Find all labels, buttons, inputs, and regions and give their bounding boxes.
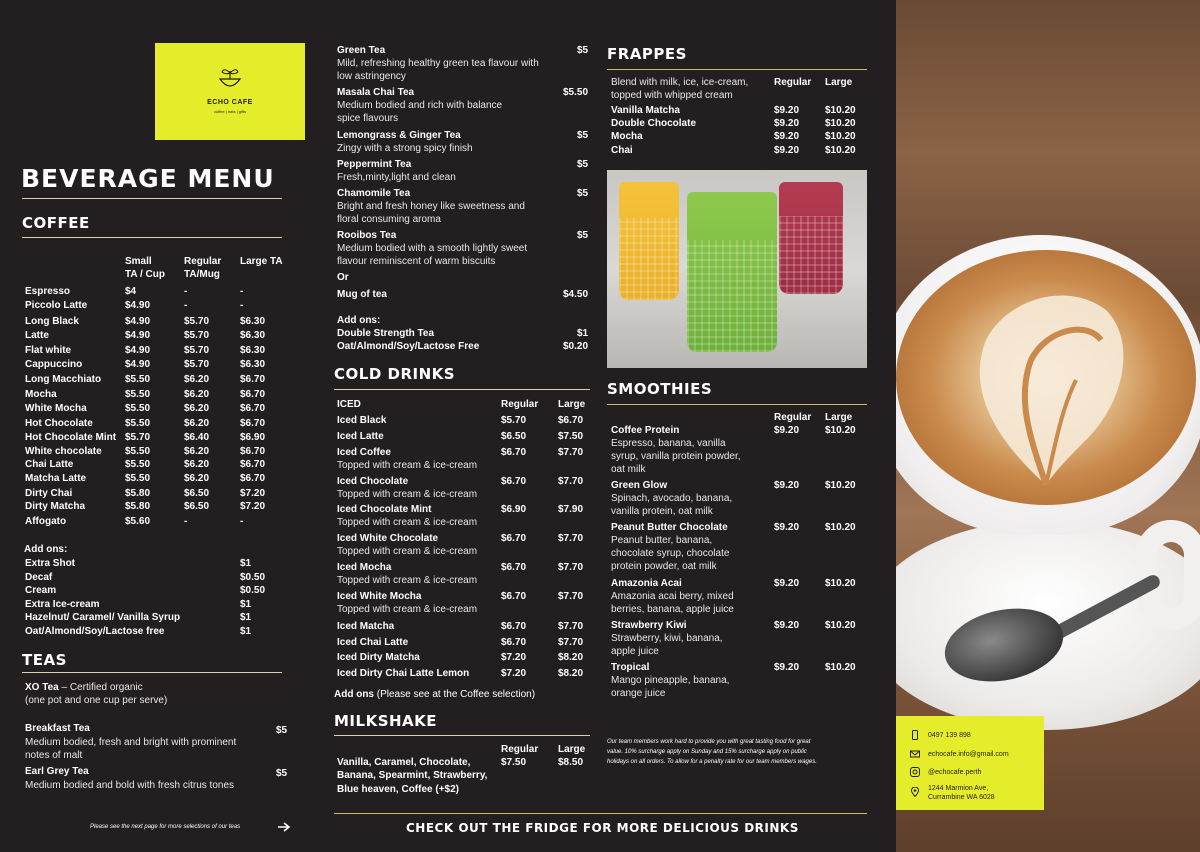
- coffee-item-large-price: $6.70: [240, 389, 266, 400]
- cold-drink-desc: Topped with cream & ice-cream: [337, 489, 478, 500]
- coffee-header-large: Large TA: [240, 256, 283, 267]
- coffee-addon-name: Cream: [25, 585, 57, 596]
- cold-drink-regular-price: $7.20: [501, 668, 527, 679]
- coffee-item-small-price: $5.50: [125, 459, 151, 470]
- coffee-item-name: Matcha Latte: [25, 473, 87, 484]
- coffee-item-large-price: $7.20: [240, 488, 266, 499]
- xo-tea-name: XO Tea: [25, 682, 59, 693]
- contact-box: [896, 716, 1044, 810]
- coffee-item-large-price: $6.70: [240, 418, 266, 429]
- coffee-header-regular-sub: TA/Mug: [184, 269, 220, 280]
- tea-addon-milk: Oat/Almond/Soy/Lactose Free: [337, 341, 480, 352]
- coffee-item-name: Latte: [25, 330, 49, 341]
- cold-drink-name: Iced Matcha: [337, 621, 395, 632]
- milkshake-flavours-1: Vanilla, Caramel, Chocolate,: [337, 757, 471, 768]
- coffee-item-name: Flat white: [25, 345, 72, 356]
- coffee-item-name: Chai Latte: [25, 459, 74, 470]
- cold-drink-regular-price: $5.70: [501, 415, 527, 426]
- coffee-item-regular-price: $6.20: [184, 473, 210, 484]
- surcharge-note-1: Our team members work hard to provide you with great tasting food for great: [607, 739, 811, 745]
- cold-drink-regular-price: $6.70: [501, 621, 527, 632]
- tea-item-desc: Medium bodied with a smooth lightly sweet: [337, 243, 528, 254]
- title-divider: [22, 198, 282, 199]
- coffee-item-small-price: $4.90: [125, 345, 151, 356]
- milkshake-divider: [334, 735, 590, 736]
- smoothie-desc: Espresso, banana, vanilla: [611, 438, 726, 449]
- coffee-header-small: Small: [125, 256, 152, 267]
- frappes-desc-1: Blend with milk, ice, ice-cream,: [611, 77, 749, 88]
- smoothie-large-price: $10.20: [825, 522, 856, 533]
- cold-drink-large-price: $7.70: [558, 447, 584, 458]
- smoothie-regular-price: $9.20: [774, 662, 800, 673]
- xo-tea: [25, 682, 143, 694]
- smoothie-large-price: $10.20: [825, 662, 856, 673]
- tea-addon-double-price: $1: [577, 328, 589, 339]
- cold-drink-name: Iced Dirty Matcha: [337, 652, 420, 663]
- coffee-item-name: Cappuccino: [25, 359, 83, 370]
- smoothie-desc: Spinach, avocado, banana,: [611, 493, 733, 504]
- milkshake-heading: MILKSHAKE: [334, 712, 438, 730]
- surcharge-note-2: value. 10% surcharge apply on Sunday and 15% surcharge apply on public: [607, 749, 807, 755]
- xo-tea-desc: – Certified organic: [58, 682, 143, 693]
- tea-item-desc: Mild, refreshing healthy green tea flavour with: [337, 58, 539, 69]
- cold-drink-large-price: $7.70: [558, 621, 584, 632]
- coffee-item-name: Hot Chocolate Mint: [25, 432, 117, 443]
- cold-drink-name: Iced Dirty Chai Latte Lemon: [337, 668, 470, 679]
- smoothie-large-price: $10.20: [825, 578, 856, 589]
- coffee-item-regular-price: -: [184, 516, 188, 527]
- cold-drink-regular-price: $6.50: [501, 431, 527, 442]
- coffee-item-small-price: $5.80: [125, 501, 151, 512]
- tea-item-price: $5: [577, 188, 589, 199]
- smoothies-heading: SMOOTHIES: [607, 380, 713, 398]
- breakfast-tea-price: $5: [276, 725, 288, 736]
- phone-icon: [910, 730, 920, 740]
- coffee-item-regular-price: $6.40: [184, 432, 210, 443]
- coffee-item-small-price: $5.50: [125, 403, 151, 414]
- smoothie-regular-price: $9.20: [774, 578, 800, 589]
- coffee-item-name: Affogato: [25, 516, 67, 527]
- cold-drink-large-price: $7.90: [558, 504, 584, 515]
- logo-tagline: coffee | eats | gifts: [213, 109, 247, 114]
- tea-item-desc: Zingy with a strong spicy finish: [337, 143, 473, 154]
- contact-address-1: 1244 Marmion Ave,: [928, 785, 989, 792]
- coffee-item-large-price: $6.30: [240, 316, 266, 327]
- coffee-item-regular-price: $6.20: [184, 374, 210, 385]
- tea-item-desc: Medium bodied and rich with balance: [337, 100, 503, 111]
- coffee-item-small-price: $5.50: [125, 446, 151, 457]
- smoothie-desc: Strawberry, kiwi, banana,: [611, 633, 723, 644]
- berry-smoothie-glass: [779, 182, 843, 294]
- teas-heading: TEAS: [22, 651, 67, 669]
- cold-drink-large-price: $7.50: [558, 431, 584, 442]
- coffee-item-large-price: $6.30: [240, 359, 266, 370]
- cold-drink-name: Iced White Chocolate: [337, 533, 439, 544]
- arrow-right-icon: [277, 822, 291, 832]
- coffee-item-name: Piccolo Latte: [25, 300, 88, 311]
- coffee-item-small-price: $5.60: [125, 516, 151, 527]
- smoothie-desc: protein powder, oat milk: [611, 561, 717, 572]
- frappe-name: Vanilla Matcha: [611, 105, 680, 116]
- tea-item-name: Peppermint Tea: [337, 159, 412, 170]
- cold-drink-large-price: $7.70: [558, 533, 584, 544]
- smoothie-desc: chocolate syrup, chocolate: [611, 548, 730, 559]
- earl-grey-name: Earl Grey Tea: [25, 766, 89, 777]
- cold-drink-regular-price: $6.70: [501, 591, 527, 602]
- milkshake-header-large: Large: [558, 744, 586, 755]
- cold-drink-name: Iced Chai Latte: [337, 637, 409, 648]
- coffee-item-name: White Mocha: [25, 403, 87, 414]
- green-smoothie-glass: [687, 192, 777, 352]
- cold-drink-regular-price: $6.70: [501, 533, 527, 544]
- contact-phone: 0497 139 898: [928, 732, 971, 739]
- coffee-item-small-price: $5.50: [125, 374, 151, 385]
- coffee-addon-price: $1: [240, 626, 252, 637]
- coffee-item-large-price: -: [240, 516, 244, 527]
- coffee-addon-price: $0.50: [240, 585, 266, 596]
- bowl-sprout-icon: [215, 63, 245, 93]
- cold-drink-large-price: $6.70: [558, 415, 584, 426]
- coffee-item-small-price: $5.70: [125, 432, 151, 443]
- contact-address-2: Currambine WA 6028: [928, 794, 995, 801]
- yellow-smoothie-glass: [619, 182, 679, 300]
- coffee-heading: COFFEE: [22, 214, 90, 232]
- cold-drink-regular-price: $6.90: [501, 504, 527, 515]
- coffee-addon-price: $1: [240, 612, 252, 623]
- contact-email: echocafe.info@gmail.com: [928, 751, 1009, 758]
- smoothie-name: Strawberry Kiwi: [611, 620, 687, 631]
- smoothie-desc: berries, banana, apple juice: [611, 604, 734, 615]
- smoothie-desc: Mango pineapple, banana,: [611, 675, 730, 686]
- cold-drink-regular-price: $6.70: [501, 476, 527, 487]
- smoothie-name: Tropical: [611, 662, 650, 673]
- logo-name: ECHO CAFE: [207, 99, 253, 106]
- smoothie-regular-price: $9.20: [774, 425, 800, 436]
- coffee-addon-price: $0.50: [240, 572, 266, 583]
- cold-drink-large-price: $7.70: [558, 591, 584, 602]
- coffee-item-regular-price: $5.70: [184, 345, 210, 356]
- cold-drink-large-price: $7.70: [558, 476, 584, 487]
- earl-grey-desc: Medium bodied and bold with fresh citrus tones: [25, 780, 235, 791]
- cold-drink-name: Iced White Mocha: [337, 591, 422, 602]
- smoothies-header-large: Large: [825, 412, 853, 423]
- cold-drinks-divider: [334, 389, 590, 390]
- tea-item-price: $5: [577, 159, 589, 170]
- smoothie-name: Green Glow: [611, 480, 668, 491]
- smoothie-desc: Amazonia acai berry, mixed: [611, 591, 734, 602]
- coffee-item-name: Espresso: [25, 286, 71, 297]
- tea-addon-double: Double Strength Tea: [337, 328, 435, 339]
- coffee-item-large-price: $6.70: [240, 459, 266, 470]
- smoothies-photo: [607, 170, 867, 368]
- cold-drink-name: Iced Chocolate Mint: [337, 504, 432, 515]
- coffee-item-large-price: -: [240, 300, 244, 311]
- mug-of-tea-name: Mug of tea: [337, 289, 387, 300]
- cold-drink-large-price: $8.20: [558, 668, 584, 679]
- cold-addons-bold: Add ons: [334, 689, 374, 700]
- instagram-icon: [910, 767, 920, 777]
- coffee-item-small-price: $5.80: [125, 488, 151, 499]
- coffee-divider: [22, 237, 282, 238]
- latte-art-icon: [936, 260, 1156, 490]
- xo-tea-serve: (one pot and one cup per serve): [25, 695, 168, 706]
- smoothie-desc: oat milk: [611, 464, 646, 475]
- frappe-name: Mocha: [611, 131, 643, 142]
- coffee-item-regular-price: $6.20: [184, 389, 210, 400]
- coffee-item-large-price: $6.70: [240, 446, 266, 457]
- next-page-note: Please see the next page for more selections of our teas: [90, 824, 241, 830]
- coffee-item-regular-price: $6.50: [184, 488, 210, 499]
- tea-addon-milk-price: $0.20: [563, 341, 589, 352]
- breakfast-tea-desc-2: notes of malt: [25, 750, 83, 761]
- tea-item-name: Rooibos Tea: [337, 230, 397, 241]
- coffee-header-small-sub: TA / Cup: [125, 269, 165, 280]
- tea-or: Or: [337, 272, 349, 283]
- coffee-addon-name: Oat/Almond/Soy/Lactose free: [25, 626, 165, 637]
- coffee-item-name: White chocolate: [25, 446, 102, 457]
- cold-drink-name: Iced Black: [337, 415, 387, 426]
- footer-divider: [334, 813, 867, 814]
- coffee-item-name: Dirty Chai: [25, 488, 73, 499]
- coffee-addon-name: Extra Shot: [25, 558, 76, 569]
- smoothies-divider: [607, 404, 867, 405]
- coffee-item-small-price: $4.90: [125, 330, 151, 341]
- smoothie-desc: orange juice: [611, 688, 666, 699]
- cold-drink-desc: Topped with cream & ice-cream: [337, 460, 478, 471]
- cold-drink-large-price: $7.70: [558, 637, 584, 648]
- cold-drink-desc: Topped with cream & ice-cream: [337, 604, 478, 615]
- coffee-addon-name: Hazelnut/ Caramel/ Vanilla Syrup: [25, 612, 181, 623]
- earl-grey-price: $5: [276, 768, 288, 779]
- coffee-item-small-price: $4.90: [125, 316, 151, 327]
- frappes-header-regular: Regular: [774, 77, 812, 88]
- coffee-item-regular-price: $5.70: [184, 359, 210, 370]
- smoothie-desc: syrup, vanilla protein powder,: [611, 451, 741, 462]
- cold-drink-name: Iced Latte: [337, 431, 384, 442]
- coffee-item-small-price: $4.90: [125, 359, 151, 370]
- coffee-item-regular-price: $6.50: [184, 501, 210, 512]
- smoothie-large-price: $10.20: [825, 620, 856, 631]
- smoothie-large-price: $10.20: [825, 480, 856, 491]
- milkshake-large-price: $8.50: [558, 757, 584, 768]
- cold-drink-name: Iced Mocha: [337, 562, 392, 573]
- coffee-item-large-price: $6.30: [240, 345, 266, 356]
- contact-instagram: @echocafe.perth: [928, 769, 982, 776]
- tea-item-desc: flavour reminiscent of warm biscuits: [337, 256, 496, 267]
- milkshake-flavours-3: Blue heaven, Coffee (+$2): [337, 784, 459, 795]
- smoothie-desc: Peanut butter, banana,: [611, 535, 713, 546]
- coffee-item-name: Long Macchiato: [25, 374, 102, 385]
- cold-drink-large-price: $7.70: [558, 562, 584, 573]
- coffee-item-large-price: $6.70: [240, 374, 266, 385]
- coffee-item-small-price: $5.50: [125, 389, 151, 400]
- smoothie-desc: vanilla protein, oat milk: [611, 506, 713, 517]
- cold-header-regular: Regular: [501, 399, 539, 410]
- tea-item-desc: Fresh,minty,light and clean: [337, 172, 456, 183]
- cold-drinks-heading: COLD DRINKS: [334, 365, 456, 383]
- coffee-item-regular-price: $6.20: [184, 418, 210, 429]
- smoothie-regular-price: $9.20: [774, 522, 800, 533]
- coffee-item-regular-price: $6.20: [184, 459, 210, 470]
- frappe-regular-price: $9.20: [774, 118, 800, 129]
- cold-header-iced: ICED: [337, 399, 361, 410]
- cold-drink-regular-price: $6.70: [501, 637, 527, 648]
- tea-addons-title: Add ons:: [337, 315, 381, 326]
- coffee-item-name: Mocha: [25, 389, 57, 400]
- frappe-regular-price: $9.20: [774, 131, 800, 142]
- tea-item-price: $5: [577, 45, 589, 56]
- email-icon: [910, 749, 920, 759]
- tea-item-price: $5: [577, 130, 589, 141]
- tea-item-name: Chamomile Tea: [337, 188, 411, 199]
- coffee-item-large-price: $6.90: [240, 432, 266, 443]
- coffee-addons-title: Add ons:: [24, 544, 68, 555]
- coffee-item-large-price: $6.70: [240, 403, 266, 414]
- coffee-addon-name: Decaf: [25, 572, 53, 583]
- tea-item-desc: low astringency: [337, 71, 406, 82]
- cold-drink-desc: Topped with cream & ice-cream: [337, 546, 478, 557]
- smoothie-name: Peanut Butter Chocolate: [611, 522, 728, 533]
- teas-divider: [22, 672, 282, 673]
- tea-item-price: $5: [577, 230, 589, 241]
- frappes-desc-2: topped with whipped cream: [611, 90, 733, 101]
- cold-addons-note: [334, 689, 535, 701]
- cold-drink-name: Iced Coffee: [337, 447, 391, 458]
- breakfast-tea-desc: Medium bodied, fresh and bright with prominent: [25, 737, 237, 748]
- surcharge-note-3: holidays on all orders. To allow for a penalty rate for our team members wages.: [607, 759, 817, 765]
- smoothie-large-price: $10.20: [825, 425, 856, 436]
- tea-item-desc: floral consuming aroma: [337, 214, 441, 225]
- tea-item-desc: spice flavours: [337, 113, 399, 124]
- frappe-large-price: $10.20: [825, 131, 856, 142]
- smoothie-regular-price: $9.20: [774, 620, 800, 631]
- coffee-item-regular-price: $5.70: [184, 330, 210, 341]
- tea-item-desc: Bright and fresh honey like sweetness and: [337, 201, 525, 212]
- coffee-item-name: Long Black: [25, 316, 79, 327]
- cold-drink-regular-price: $6.70: [501, 562, 527, 573]
- smoothie-regular-price: $9.20: [774, 480, 800, 491]
- milkshake-flavours-2: Banana, Spearmint, Strawberry,: [337, 770, 488, 781]
- milkshake-regular-price: $7.50: [501, 757, 527, 768]
- coffee-item-name: Hot Chocolate: [25, 418, 93, 429]
- frappes-heading: FRAPPES: [607, 45, 687, 63]
- location-pin-icon: [910, 787, 920, 797]
- coffee-addon-price: $1: [240, 599, 252, 610]
- coffee-item-regular-price: $6.20: [184, 403, 210, 414]
- cold-drink-large-price: $8.20: [558, 652, 584, 663]
- coffee-item-regular-price: $6.20: [184, 446, 210, 457]
- cold-drink-regular-price: $7.20: [501, 652, 527, 663]
- frappes-divider: [607, 69, 867, 70]
- cold-addons-rest: (Please see at the Coffee selection): [374, 689, 536, 700]
- cold-header-large: Large: [558, 399, 586, 410]
- coffee-item-large-price: $6.70: [240, 473, 266, 484]
- frappe-regular-price: $9.20: [774, 105, 800, 116]
- tea-item-name: Masala Chai Tea: [337, 87, 415, 98]
- cold-drink-desc: Topped with cream & ice-cream: [337, 575, 478, 586]
- coffee-item-large-price: $7.20: [240, 501, 266, 512]
- coffee-header-regular: Regular: [184, 256, 222, 267]
- tea-item-name: Lemongrass & Ginger Tea: [337, 130, 461, 141]
- tea-item-name: Green Tea: [337, 45, 386, 56]
- frappe-name: Chai: [611, 145, 633, 156]
- milkshake-header-regular: Regular: [501, 744, 539, 755]
- frappes-header-large: Large: [825, 77, 853, 88]
- frappe-large-price: $10.20: [825, 145, 856, 156]
- smoothie-name: Coffee Protein: [611, 425, 680, 436]
- footer-tagline: CHECK OUT THE FRIDGE FOR MORE DELICIOUS DRINKS: [406, 821, 799, 835]
- frappe-large-price: $10.20: [825, 118, 856, 129]
- cold-drink-desc: Topped with cream & ice-cream: [337, 517, 478, 528]
- menu-title: BEVERAGE MENU: [21, 164, 275, 193]
- coffee-item-large-price: $6.30: [240, 330, 266, 341]
- cafe-logo: [155, 43, 305, 140]
- coffee-item-regular-price: -: [184, 286, 188, 297]
- frappe-large-price: $10.20: [825, 105, 856, 116]
- frappe-regular-price: $9.20: [774, 145, 800, 156]
- mug-of-tea-price: $4.50: [563, 289, 589, 300]
- coffee-item-large-price: -: [240, 286, 244, 297]
- coffee-item-regular-price: -: [184, 300, 188, 311]
- frappe-name: Double Chocolate: [611, 118, 697, 129]
- coffee-item-small-price: $4.90: [125, 300, 151, 311]
- coffee-item-small-price: $5.50: [125, 418, 151, 429]
- coffee-item-small-price: $4: [125, 286, 137, 297]
- cold-drink-name: Iced Chocolate: [337, 476, 409, 487]
- coffee-addon-name: Extra Ice-cream: [25, 599, 100, 610]
- cold-drink-regular-price: $6.70: [501, 447, 527, 458]
- coffee-addon-price: $1: [240, 558, 252, 569]
- coffee-item-name: Dirty Matcha: [25, 501, 86, 512]
- coffee-item-small-price: $5.50: [125, 473, 151, 484]
- smoothie-desc: apple juice: [611, 646, 659, 657]
- smoothie-name: Amazonia Acai: [611, 578, 682, 589]
- tea-item-price: $5.50: [563, 87, 589, 98]
- smoothies-header-regular: Regular: [774, 412, 812, 423]
- coffee-item-regular-price: $5.70: [184, 316, 210, 327]
- breakfast-tea-name: Breakfast Tea: [25, 723, 90, 734]
